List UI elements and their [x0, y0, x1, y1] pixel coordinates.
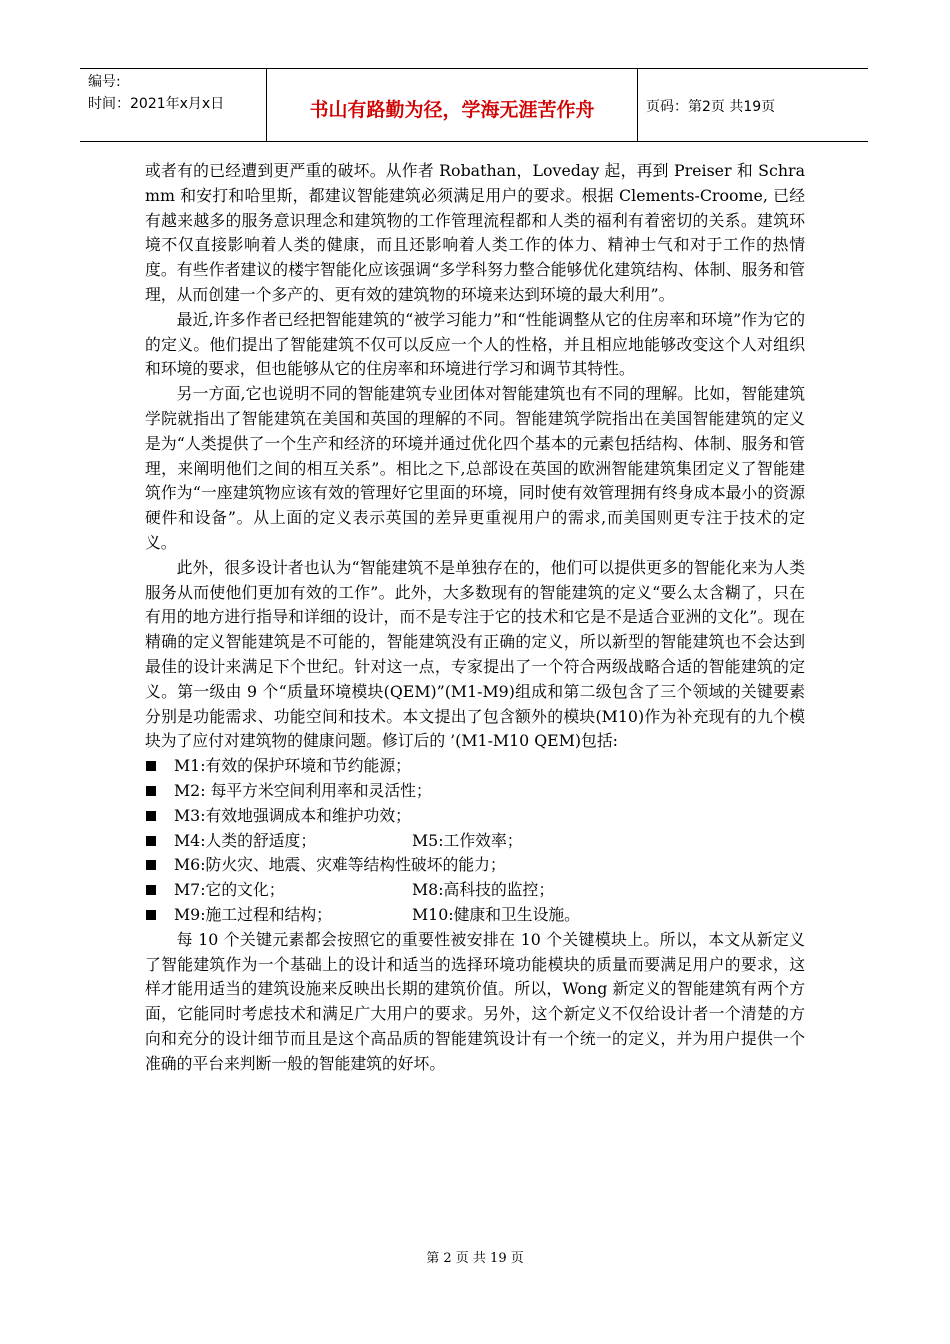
- motto: 书山有路勤为径，学海无涯苦作舟: [309, 98, 595, 121]
- list-item: M9:施工过程和结构； M10:健康和卫生设施。: [145, 903, 805, 928]
- list-item: M1:有效的保护环境和节约能源；: [145, 754, 805, 779]
- paragraph-4: 此外，很多设计者也认为“智能建筑不是单独存在的，他们可以提供更多的智能化来为人类服务从而使他们更加有效的工作”。此外，大多数现有的智能建筑的定义“要么太含糊了，只在有用的地方进行指导和详细的设计，而不是专注于它的技术和它是不是适合亚洲的文化”。现在精确的定义智能建筑是不可能的，智能建筑没有正确的定义，所以新型的智能建筑也不会达到最佳的设计来满足下个世纪。针对这一点，专家提出了一个符合两级战略合适的智能建筑的定义。第一级由 9 个“质量环境模块(QEM)”(M1-M9)组成和第二级包含了三个领域的关键要素分别是功能需求、功能空间和技术。本文提出了包含额外的模块(M10)作为补充现有的九个模块为了应付对建筑物的健康问题。修订后的 ’(M1-M10 QEM)包括:: [145, 557, 805, 751]
- header-meta: [80, 69, 267, 141]
- bullet-square-icon: [146, 860, 156, 870]
- bullet-square-icon: [146, 811, 156, 821]
- closing-paragraph: 每 10 个关键元素都会按照它的重要性被安排在 10 个关键模块上。所以，本文从新定义了智能建筑作为一个基础上的设计和适当的选择环境功能模块的质量而要满足用户的要求，这样才能用适当的建筑设施来反映出长期的建筑价值。所以，Wong 新定义的智能建筑有两个方面，它能同时考虑技术和满足广大用户的要求。另外，这个新定义不仅给设计者一个清楚的方向和充分的设计细节而且是这个高品质的智能建筑设计有一个统一的定义，并为用户提供一个准确的平台来判断一般的智能建筑的好坏。: [145, 929, 805, 1073]
- header-page-cell: [638, 71, 868, 141]
- time-label: 时间：2021年x月x日: [88, 96, 225, 112]
- module-list: [145, 754, 805, 928]
- list-item: M3:有效地强调成本和维护功效；: [145, 804, 805, 829]
- number-label: 编号:: [88, 74, 121, 90]
- header-motto-cell: [267, 69, 638, 141]
- bullet-square-icon: [146, 786, 156, 796]
- page-footer: 第 2 页 共 19 页: [426, 1251, 524, 1266]
- bullet-square-icon: [146, 836, 156, 846]
- list-item: M4:人类的舒适度； M5:工作效率；: [145, 829, 805, 854]
- document-body: [145, 159, 805, 1076]
- list-item: M2: 每平方米空间利用率和灵活性；: [145, 779, 805, 804]
- page-label: 页码：第2页 共19页: [646, 99, 776, 115]
- paragraph-1: 或者有的已经遭到更严重的破坏。从作者 Robathan，Loveday 起，再到 Preiser 和 Schramm 和安打和哈里斯，都建议智能建筑必须满足用户的要求。根据 Clements-Croome, 已经有越来越多的服务意识理念和建筑物的工作管理流程都和人类的福利有着密切的关系。建筑环境不仅直接影响着人类的健康，而且还影响着人类工作的体力、精神士气和对于工作的热情度。有些作者建议的楼宇智能化应该强调“多学科努力整合能够优化建筑结构、体制、服务和管理，从而创建一个多产的、更有效的建筑物的环境来达到环境的最大利用”。: [145, 161, 805, 304]
- paragraph-3: 另一方面,它也说明不同的智能建筑专业团体对智能建筑也有不同的理解。比如，智能建筑学院就指出了智能建筑在美国和英国的理解的不同。智能建筑学院指出在美国智能建筑的定义是为“人类提供了一个生产和经济的环境并通过优化四个基本的元素包括结构、体制、服务和管理，来阐明他们之间的相互关系”。相比之下,总部设在英国的欧洲智能建筑集团定义了智能建筑作为“一座建筑物应该有效的管理好它里面的环境，同时使有效管理拥有终身成本最小的资源硬件和设备”。从上面的定义表示英国的差异更重视用户的需求,而美国则更专注于技术的定义。: [145, 384, 805, 552]
- page-header: [80, 68, 868, 142]
- list-item: M7:它的文化； M8:高科技的监控；: [145, 878, 805, 903]
- bullet-square-icon: [146, 761, 156, 771]
- paragraph-2: 最近,许多作者已经把智能建筑的“被学习能力”和“性能调整从它的住房率和环境”作为它的的定义。他们提出了智能建筑不仅可以反应一个人的性格，并且相应地能够改变这个人对组织和环境的要求，但也能够从它的住房率和环境进行学习和调节其特性。: [145, 309, 805, 379]
- bullet-square-icon: [146, 885, 156, 895]
- list-item: M6:防火灾、地震、灾难等结构性破坏的能力；: [145, 853, 805, 878]
- bullet-square-icon: [146, 910, 156, 920]
